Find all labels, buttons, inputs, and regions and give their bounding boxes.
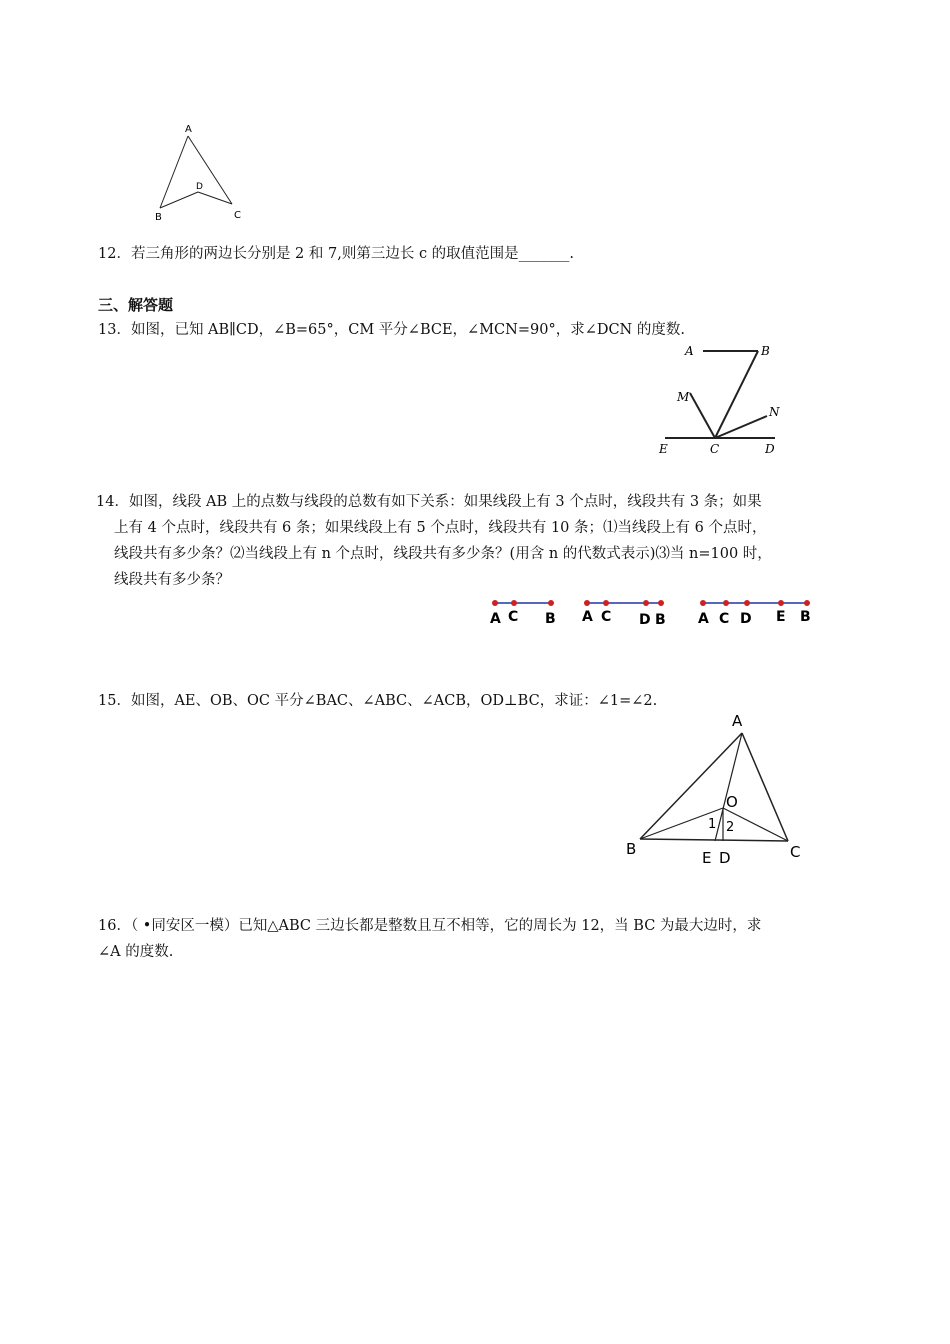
segment-1-label-C: C [508,609,519,625]
figure-q15 [622,708,812,868]
question-13: 13．如图，已知 AB∥CD，∠B=65°，CM 平分∠BCE，∠MCN=90°，求∠DCN 的度数. [98,322,685,338]
segment-3-label-D: D [740,611,752,627]
label-O: O [726,793,738,811]
label-B: B [761,344,770,358]
segment-3-label-C: C [719,611,730,627]
figure-q15-svg [622,708,812,868]
label-N: N [769,405,780,419]
question-12: 12．若三角形的两边长分别是 2 和 7,则第三边长 c 的取值范围是_______. [98,246,575,262]
segment-2-point-C [603,600,609,606]
ray-CM [690,393,715,438]
label-D: D [765,442,775,456]
ray-CN [715,416,767,438]
figure-q14-segments [488,596,818,632]
segment-2-label-A: A [582,609,593,625]
label-C: C [710,442,720,456]
label-E: E [659,442,668,456]
segment-1-point-C [511,600,517,606]
label-A: A [685,344,694,358]
segment-2-point-A [584,600,590,606]
question-16-line-1: 16．（ •同安区一模）已知△ABC 三边长都是整数且互不相等，它的周长为 12，当 BC 为最大边时，求 [98,918,762,934]
segment-3-point-B [804,600,810,606]
segment-3-label-A: A [698,611,709,627]
figure-q13 [655,338,785,463]
segment-2-label-B: B [655,612,666,628]
section-heading: 三、解答题 [98,296,174,314]
segment-3-point-C [723,600,729,606]
segment-1-label-A: A [490,611,501,627]
question-16-line-2: ∠A 的度数. [98,944,174,960]
segment-1-point-B [548,600,554,606]
label-D: D [719,849,731,867]
label-M: M [677,390,690,404]
question-14-line-4: 线段共有多少条？ [114,572,230,588]
label-A: A [185,124,192,135]
segment-1-label-B: B [545,611,556,627]
line-DC [198,192,232,204]
line-BC [715,351,758,438]
segment-3-point-E [778,600,784,606]
segment-2-point-D [643,600,649,606]
question-14-line-3: 线段共有多少条？⑵当线段上有 n 个点时，线段共有多少条？(用含 n 的代数式表示)⑶当 n=100 时， [114,546,772,562]
question-15: 15．如图，AE、OB、OC 平分∠BAC、∠ABC、∠ACB，OD⊥BC，求证：∠1=∠2. [98,693,658,709]
line-AB [160,136,188,208]
question-14 [98,489,858,593]
label-E: E [702,849,712,867]
label-A: A [732,712,743,730]
segment-2-point-B [658,600,664,606]
question-14-line-1: 14．如图，线段 AB 上的点数与线段的总数有如下关系：如果线段上有 3 个点时，线段共有 3 条；如果 [96,494,762,510]
line-AC [742,733,788,841]
label-angle-1: 1 [708,817,717,832]
label-D: D [196,182,203,192]
label-C: C [234,210,241,221]
segment-3-label-E: E [776,609,786,625]
line-BC [640,839,788,841]
segment-3-point-D [744,600,750,606]
label-C: C [790,843,801,861]
label-B: B [626,840,637,858]
figure-q13-svg [655,338,785,463]
segment-2-label-C: C [601,609,612,625]
figure-q14-svg [488,596,818,632]
segment-2-label-D: D [639,612,651,628]
question-16 [98,913,858,965]
segment-3-label-B: B [800,609,811,625]
segment-3-point-A [700,600,706,606]
label-B: B [155,212,162,223]
label-angle-2: 2 [726,820,735,835]
question-14-line-2: 上有 4 个点时，线段共有 6 条；如果线段上有 5 个点时，线段共有 10 条；⑴当线段上有 6 个点时， [114,520,767,536]
figure-concave-quadrilateral-svg [150,120,250,225]
segment-1-point-A [492,600,498,606]
figure-concave-quadrilateral [150,120,250,225]
